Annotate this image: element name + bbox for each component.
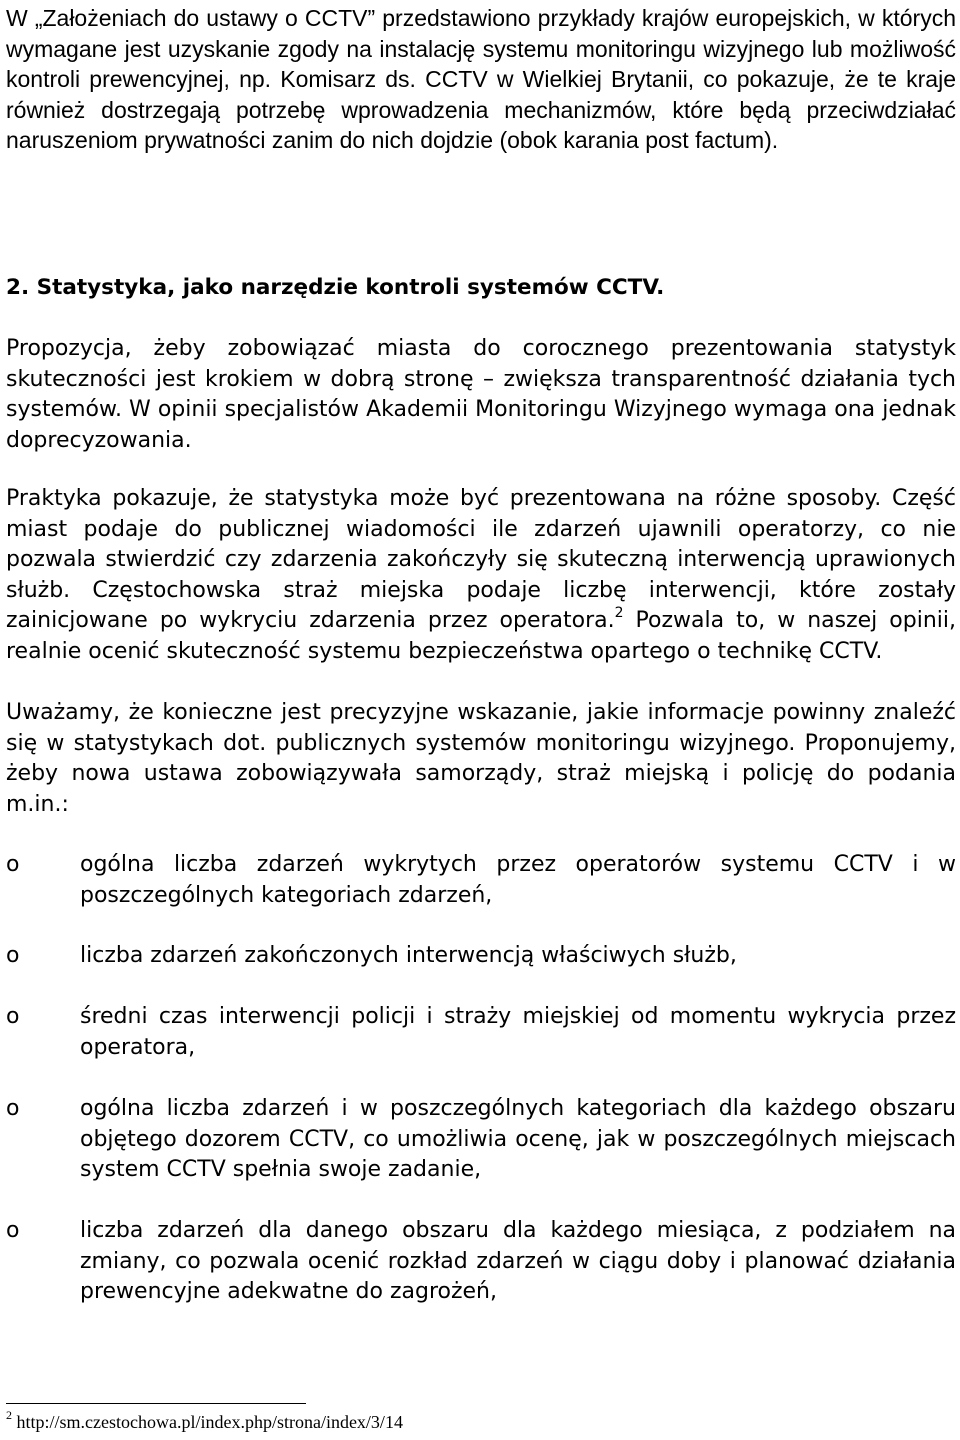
list-item-text: liczba zdarzeń dla danego obszaru dla każdego miesiąca, z podziałem na zmiany, co pozwala ocenić rozkład zdarzeń w ciągu doby i planować działania prewencyjne adekwatne do zagrożeń, — [80, 1218, 956, 1304]
footnote-link[interactable]: http://sm.czestochowa.pl/index.php/strona/index/3/14 — [12, 1412, 403, 1432]
list-item-text: średni czas interwencji policji i straży miejskiej od momentu wykrycia przez operatora, — [80, 1004, 956, 1060]
paragraph-proposal: Propozycja, żeby zobowiązać miasta do corocznego prezentowania statystyk skuteczności jest krokiem w dobrą stronę – zwiększa transparentność działania tych systemów. W opinii specjalistów Akademii Monitoringu Wizyjnego wymaga ona jednak doprecyzowania. — [6, 336, 956, 453]
list-bullet: o — [6, 852, 20, 877]
intro-paragraph: W „Założeniach do ustawy o CCTV” przedstawiono przykłady krajów europejskich, w których wymagane jest uzyskanie zgody na instalację systemu monitoringu wizyjnego lub możliwość kontroli prewencyjnej, np. Komisarz ds. CCTV w Wielkiej Brytanii, co pokazuje, że te kraje również dostrzegają potrzebę wprowadzenia mechanizmów, które będą przeciwdziałać naruszeniom prywatności zanim do nich dojdzie (obok karania post factum). — [6, 5, 956, 153]
paragraph-practice — [6, 484, 956, 667]
list-bullet: o — [6, 1096, 20, 1121]
footnote-separator — [6, 1403, 306, 1404]
paragraph-practice-continuation: Pozwala to, w naszej opinii, realnie ocenić skuteczność systemu bezpieczeństwa opartego o technikę CCTV. — [6, 608, 956, 664]
list-bullet: o — [6, 1218, 20, 1243]
paragraph-recommendation: Uważamy, że konieczne jest precyzyjne wskazanie, jakie informacje powinny znaleźć się w statystykach dot. publicznych systemów monitoringu wizyjnego. Proponujemy, żeby nowa ustawa zobowiązywała samorządy, straż miejską i policję do podania m.in.: — [6, 700, 956, 817]
section-heading: 2. Statystyka, jako narzędzie kontroli systemów CCTV. — [6, 275, 665, 300]
list-bullet: o — [6, 943, 20, 968]
footnote-reference[interactable]: 2 — [614, 605, 624, 621]
footnote — [6, 1408, 403, 1436]
list-item-text: liczba zdarzeń zakończonych interwencją właściwych służb, — [80, 943, 737, 968]
paragraph-practice-text: Praktyka pokazuje, że statystyka może być prezentowana na różne sposoby. Część miast podaje do publicznej wiadomości ile zdarzeń ujawnili operatorzy, co nie pozwala stwierdzić czy zdarzenia zakończyły się skuteczną interwencją uprawionych służb. Częstochowska straż miejska podaje liczbę interwencji, które zostały zainicjowane po wykryciu zdarzenia przez operatora. — [6, 486, 956, 633]
footnote-number: 2 — [6, 1408, 12, 1422]
list-bullet: o — [6, 1004, 20, 1029]
list-item-text: ogólna liczba zdarzeń wykrytych przez operatorów systemu CCTV i w poszczególnych kategoriach zdarzeń, — [80, 852, 956, 908]
list-item-text: ogólna liczba zdarzeń i w poszczególnych kategoriach dla każdego obszaru objętego dozorem CCTV, co umożliwia ocenę, jak w poszczególnych miejscach system CCTV spełnia swoje zadanie, — [80, 1096, 956, 1182]
